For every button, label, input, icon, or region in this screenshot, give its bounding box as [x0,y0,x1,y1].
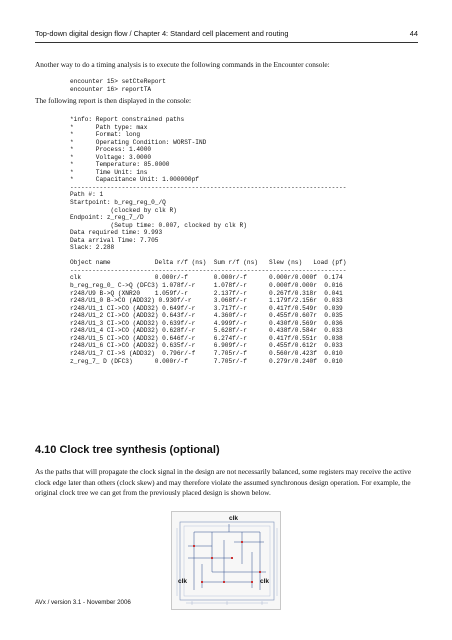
page-number: 44 [409,29,418,38]
report-line: * Capacitance Unit: 1.000000pf [70,176,199,184]
command-line: encounter 16> reportTA [70,85,152,93]
report-line: * Process: 1.4000 [70,146,152,154]
report-line: z_reg_7_ D (DFC3) 0.000r/-f 7.705r/-f 0.279r/0.240f 0.010 [70,357,343,365]
clock-tree-drawing [172,512,282,611]
report-line: (clocked by clk R) [70,206,177,214]
page-header [35,29,418,38]
report-line: --------------------------------------------------------------------------- [70,266,347,274]
report-line: r248/U1_1 CI->CO (ADD32) 0.649f/-r 3.717f/-r 0.417f/0.549r 0.039 [70,304,343,312]
report-line: * Format: long [70,131,141,139]
report-line: r248/U1_7 CI->S (ADD32) 0.796r/-f 7.705r/-f 0.560r/0.423f 0.010 [70,349,343,357]
report-line: * Voltage: 3.0000 [70,153,152,161]
report-line: Data required time: 9.993 [70,229,163,237]
timing-report [70,116,346,365]
report-line: r248/U1_3 CI->CO (ADD32) 0.639f/-r 4.999f/-r 0.430f/0.569r 0.036 [70,319,343,327]
report-line: r248/U1_6 CI->CO (ADD32) 0.635f/-r 6.909f/-r 0.455f/0.612r 0.033 [70,342,343,350]
report-line: * Time Unit: 1ns [70,168,148,176]
clk-label-bottom-right: clk [260,578,270,585]
report-line: r248/U9 B->Q (XNR20 1.059f/-r 2.137f/-r 0.267f/0.318r 0.041 [70,289,343,297]
report-line: * Temperature: 85.0000 [70,161,170,169]
intro-paragraph: Another way to do a timing analysis is to execute the following commands in the Encounter console: [35,60,330,69]
report-line: Slack: 2.288 [70,244,115,252]
command-line: encounter 15> setCteReport [70,78,166,85]
report-intro: The following report is then displayed in the console: [35,96,192,105]
report-line: (Setup time: 0.007, clocked by clk R) [70,221,247,229]
report-line: Startpoint: b_reg_reg_0_/Q [70,199,166,207]
report-line: r248/U1_0 B->CO (ADD32) 0.930f/-r 3.068f/-r 1.179f/2.156r 0.033 [70,297,343,305]
report-line: r248/U1_4 CI->CO (ADD32) 0.628f/-r 5.628f/-r 0.438f/0.584r 0.033 [70,327,343,335]
report-line: Object name Delta r/f (ns) Sum r/f (ns) Slew (ns) Load (pf) [70,259,347,267]
report-line: clk 0.000r/-f 0.000r/-f 0.000r/0.000f 0.174 [70,274,343,282]
section-heading: 4.10 Clock tree synthesis (optional) [35,444,220,456]
report-line: r248/U1_2 CI->CO (ADD32) 0.643f/-r 4.360f/-r 0.455f/0.607r 0.035 [70,312,343,320]
console-commands [70,78,166,93]
report-line: Data arrival Time: 7.705 [70,236,159,244]
page-footer: AVx / version 3.1 - November 2006 [35,599,131,606]
report-line: *info: Report constrained paths [70,116,185,123]
report-line: r248/U1_5 CI->CO (ADD32) 0.646f/-r 6.274f/-r 0.417f/0.551r 0.038 [70,334,343,342]
report-line: * Operating Condition: WORST-IND [70,138,207,146]
body-paragraph: As the paths that will propagate the clock signal in the design are not necessarily balanced, some registers may receive the active clock edge later than others (clock skew) and may therefore violate the assumed synchronous design operation. For example, the original clock tree we can get from the previously placed design is shown below. [35,467,412,498]
report-line: * Path type: max [70,123,148,131]
header-title: Top-down digital design flow / Chapter 4: Standard cell placement and routing [35,29,289,38]
clk-label-top: clk [229,515,239,522]
header-rule [35,42,418,43]
clock-tree-figure [171,511,281,610]
report-line: b_reg_reg_0_ C->Q (DFC3) 1.078f/-r 1.078f/-r 0.000f/0.000r 0.016 [70,282,343,290]
clk-label-bottom-left: clk [178,578,188,585]
report-line: Path #: 1 [70,191,104,199]
report-line: Endpoint: z_reg_7_/D [70,214,144,222]
report-line: --------------------------------------------------------------------------- [70,183,347,191]
